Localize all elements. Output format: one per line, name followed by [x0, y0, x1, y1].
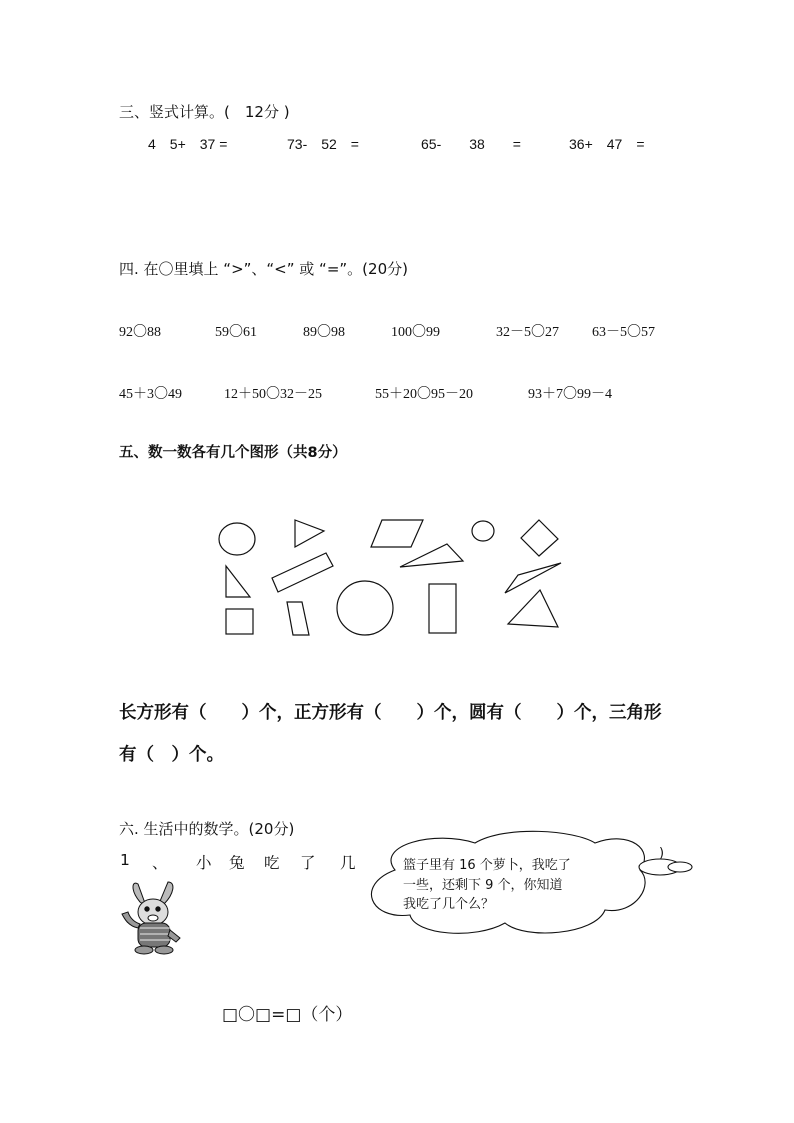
rectangle-shape [272, 553, 333, 592]
calc-item-2: 73- 52 = [287, 136, 359, 152]
compare-item: 89〇98 [303, 325, 345, 340]
circle-shape [337, 581, 393, 635]
compare-item: 32－5〇27 [496, 325, 559, 340]
question1-char: 了 [300, 854, 316, 872]
shapes-figure [200, 505, 580, 655]
triangle-shape [505, 563, 561, 593]
bubble-line: 我吃了几个么？ [403, 897, 495, 912]
bubble-line: 篮子里有 16 个萝卜，我吃了 [403, 858, 571, 873]
question1-char: 吃 [264, 854, 280, 872]
question1-char: 几 [340, 854, 356, 872]
rectangle-shape [429, 584, 456, 633]
compare-item: 59〇61 [215, 325, 257, 340]
question1-char: 1 [120, 851, 130, 869]
square-shape [226, 609, 253, 634]
question1-char: 兔 [229, 854, 245, 872]
shape-count-answer-line1: 长方形有（ ）个，正方形有（ ）个，圆有（ ）个，三角形 [119, 703, 662, 723]
shape-count-answer-line2: 有（ ）个。 [119, 745, 224, 765]
parallelogram-shape [371, 520, 423, 547]
trapezoid-shape [287, 602, 309, 635]
section3-title: 三、竖式计算。( 12分 ) [119, 103, 290, 121]
section5-title: 五、数一数各有几个图形（共8分） [119, 445, 347, 461]
square-shape [521, 520, 558, 556]
question1-char: 、 [152, 854, 168, 872]
triangle-shape [508, 590, 558, 627]
triangle-shape [226, 566, 250, 597]
rabbit-illustration [116, 878, 196, 958]
section4-title: 四. 在〇里填上 “>”、“<” 或 “=”。(20分) [119, 260, 408, 278]
compare-item: 100〇99 [391, 325, 440, 340]
circle-shape [472, 521, 494, 541]
circle-shape [219, 523, 255, 555]
bubble-line: 一些，还剩下 9 个，你知道 [403, 877, 563, 893]
calc-item-4: 36+ 47 = [569, 136, 645, 152]
section6-title: 六. 生活中的数学。(20分) [119, 820, 295, 838]
compare-item: 63－5〇57 [592, 325, 655, 340]
compare-item: 93＋7〇99－4 [528, 387, 612, 402]
compare-item: 12＋50〇32－25 [224, 387, 322, 402]
answer-equation: □〇□=□（个） [222, 1005, 353, 1025]
compare-item: 45＋3〇49 [119, 387, 182, 402]
bubble-text [403, 856, 571, 915]
triangle-shape [295, 520, 324, 547]
calc-item-3: 65- 38 = [421, 136, 521, 152]
compare-item: 92〇88 [119, 325, 161, 340]
bubble-tail-text: ) [659, 846, 665, 861]
calc-item-1: 4 5+ 37 = [148, 136, 228, 152]
compare-item: 55＋20〇95－20 [375, 387, 473, 402]
question1-char: 小 [196, 854, 212, 872]
